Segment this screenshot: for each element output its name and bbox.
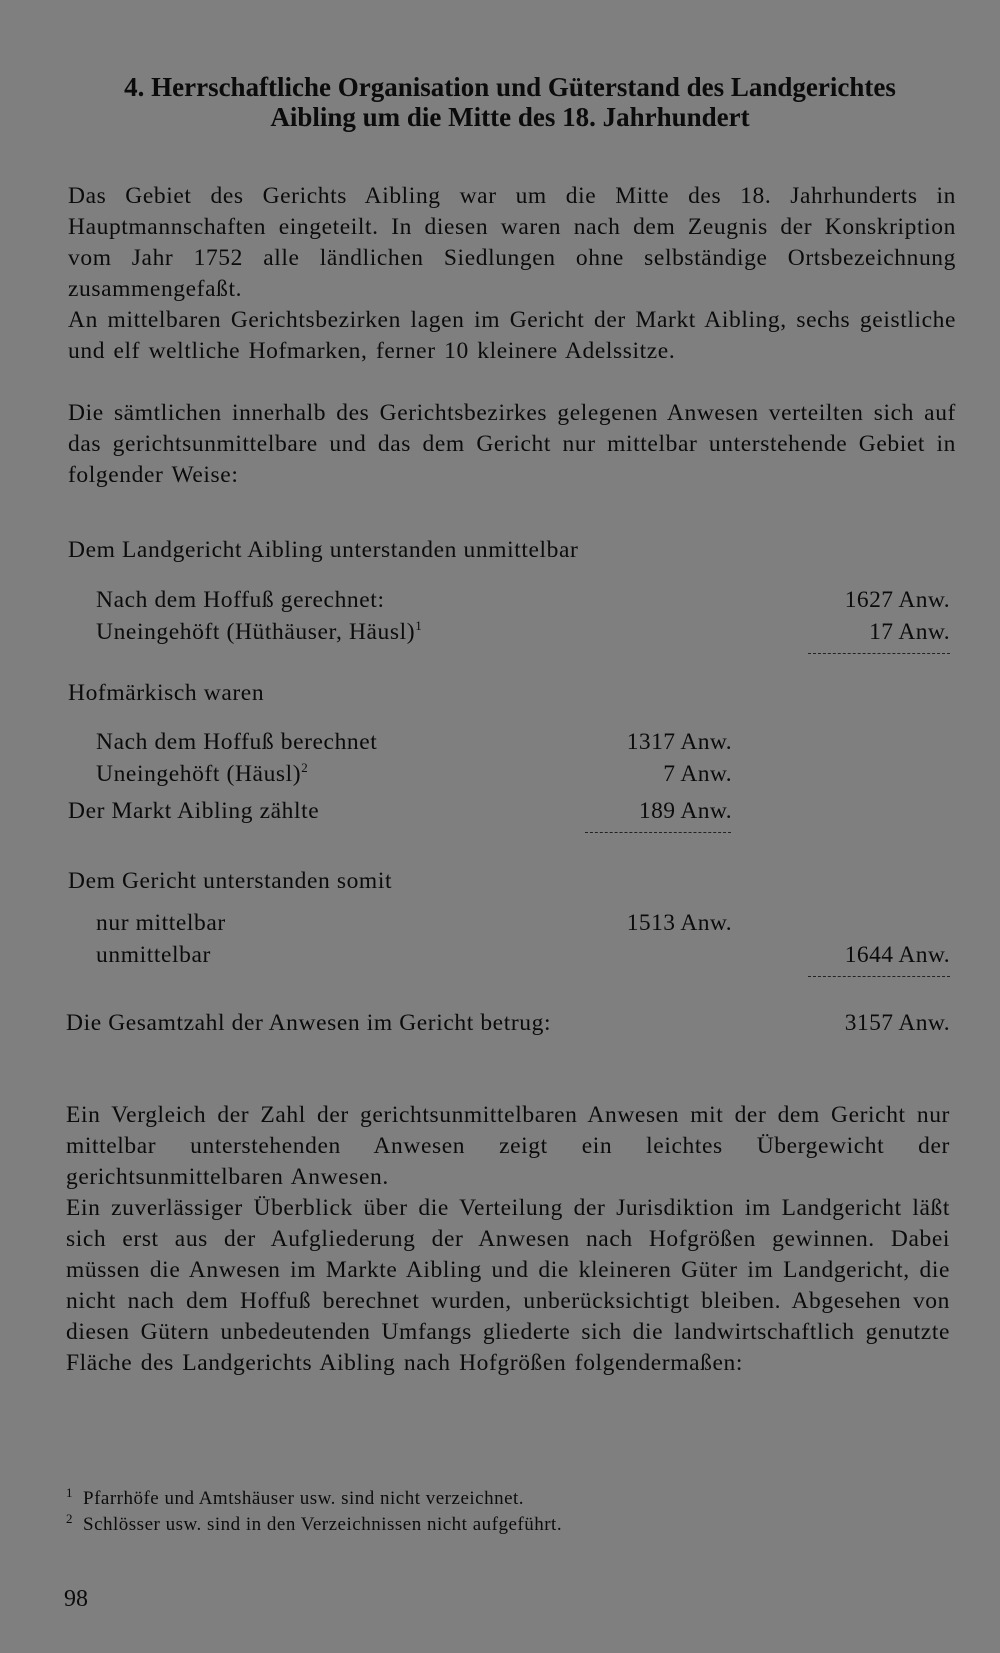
g2-row2-label: Uneingehöft (Häusl) bbox=[96, 761, 302, 787]
footnote-2-mark: 2 bbox=[66, 1511, 73, 1526]
sum-rule-2 bbox=[585, 832, 731, 833]
group2-heading: Hofmärkisch waren bbox=[68, 680, 265, 706]
g2-row3-value: 189 Anw. bbox=[638, 798, 732, 824]
footnote-ref-1[interactable]: 1 bbox=[415, 618, 423, 633]
intro-paragraph-2: An mittelbaren Gerichtsbezirken lagen im Gericht der Markt Aibling, sechs geistliche und elf weltliche Hofmarken, ferner 10 kleinere Adelssitze. bbox=[68, 307, 956, 364]
sum-rule-1 bbox=[808, 653, 950, 654]
heading-line-2: Aibling um die Mitte des 18. Jahrhundert bbox=[270, 102, 750, 132]
g2-row3-label: Der Markt Aibling zählte bbox=[68, 798, 320, 824]
g3-row1-label: nur mittelbar bbox=[96, 910, 226, 936]
footnote-ref-2[interactable]: 2 bbox=[301, 760, 309, 775]
footnote-2 bbox=[66, 1506, 562, 1538]
g1-row2-label: Uneingehöft (Hüthäuser, Häusl) bbox=[96, 619, 416, 645]
g3-row2-label: unmittelbar bbox=[96, 942, 211, 968]
closing-paragraph-2: Ein zuverlässiger Überblick über die Verteilung der Jurisdiktion im Landgericht läßt sich erst aus der Aufgliederung der Anwesen nach Hofgrößen gewinnen. Dabei müssen die Anwesen im Markte Aibling und die kleineren Güter im Landgericht, die nicht nach dem Hoffuß berechnet wurden, unberücksichtigt bleiben. Abgesehen von diesen Gütern unbedeutenden Umfangs gliederte sich die landwirtschaftlich genutzte Fläche des Landgerichts Aibling nach Hofgrößen folgendermaßen: bbox=[66, 1195, 950, 1376]
intro-paragraph-3: Die sämtlichen innerhalb des Gerichtsbezirkes gelegenen Anwesen verteilten sich auf das gerichtsunmittelbare und das dem Gericht nur mittelbar unterstehende Gebiet in folgender Weise: bbox=[68, 400, 956, 488]
g2-row1-label: Nach dem Hoffuß berechnet bbox=[96, 729, 378, 755]
g1-row2-value: 17 Anw. bbox=[869, 619, 950, 645]
total-label: Die Gesamtzahl der Anwesen im Gericht betrug: bbox=[66, 1010, 552, 1036]
heading-line-1: 4. Herrschaftliche Organisation und Güterstand des Landgerichtes bbox=[124, 72, 896, 102]
g1-row1-label: Nach dem Hoffuß gerechnet: bbox=[96, 587, 385, 613]
g1-row1-value: 1627 Anw. bbox=[844, 587, 950, 613]
footnote-2-text: Schlösser usw. sind in den Verzeichnissen nicht aufgeführt. bbox=[83, 1514, 563, 1535]
footnote-1-text: Pfarrhöfe und Amtshäuser usw. sind nicht verzeichnet. bbox=[83, 1488, 525, 1509]
g2-row2-value: 7 Anw. bbox=[663, 761, 732, 787]
g3-row2-value: 1644 Anw. bbox=[844, 942, 950, 968]
section-heading bbox=[60, 72, 960, 132]
group1-heading: Dem Landgericht Aibling unterstanden unmittelbar bbox=[68, 537, 579, 563]
g3-row1-value: 1513 Anw. bbox=[626, 910, 732, 936]
total-value: 3157 Anw. bbox=[844, 1010, 950, 1036]
sum-rule-3 bbox=[808, 976, 950, 977]
closing-paragraph-1: Ein Vergleich der Zahl der gerichtsunmittelbaren Anwesen mit der dem Gericht nur mittelbar unterstehenden Anwesen zeigt ein leichtes Übergewicht der gerichtsunmittelbaren Anwesen. bbox=[66, 1102, 950, 1190]
g2-row2 bbox=[96, 759, 308, 790]
page-number: 98 bbox=[64, 1586, 88, 1612]
g2-row1-value: 1317 Anw. bbox=[626, 729, 732, 755]
group3-heading: Dem Gericht unterstanden somit bbox=[68, 868, 393, 894]
footnote-1-mark: 1 bbox=[66, 1485, 73, 1500]
g1-row2 bbox=[96, 617, 422, 648]
intro-paragraph-1: Das Gebiet des Gerichts Aibling war um die Mitte des 18. Jahrhunderts in Hauptmannschaften eingeteilt. In diesen waren nach dem Zeugnis der Konskription vom Jahr 1752 alle ländlichen Siedlungen ohne selbständige Ortsbezeichnung zusammengefaßt. bbox=[68, 183, 956, 302]
